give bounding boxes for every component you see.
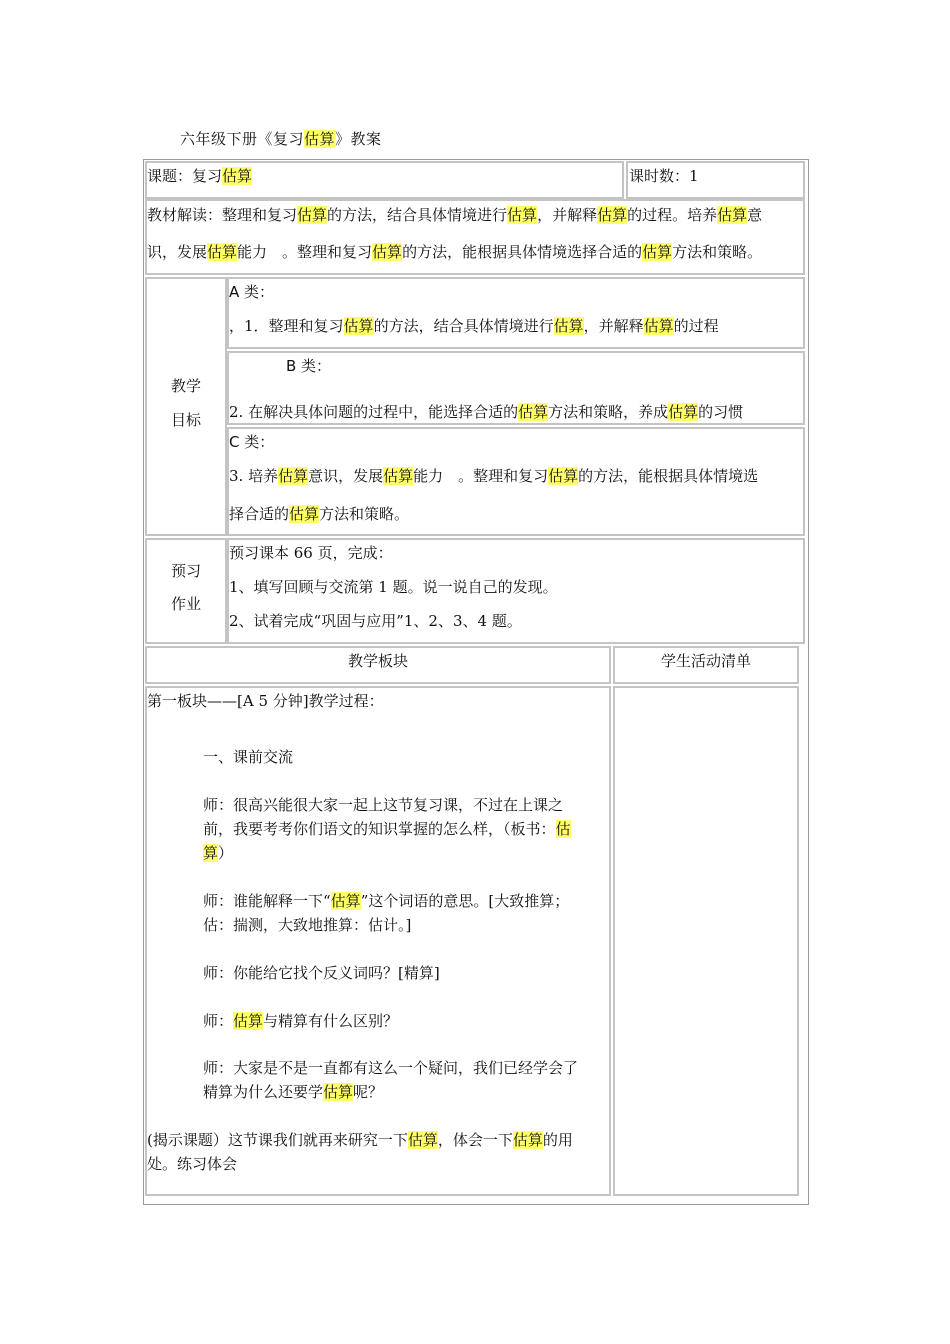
material-line-1: 教材解读：整理和复习估算的方法，结合具体情境进行估算，并解释估算的过程。培养估算意 <box>147 206 763 224</box>
goal-c-text-1: 3. 培养估算意识，发展估算能力 。整理和复习估算的方法，能根据具体情境选 <box>229 467 759 485</box>
para-3: 师：你能给它找个反义词吗？[精算] <box>203 964 440 982</box>
para-6-line-2: 处。练习体会 <box>147 1155 238 1173</box>
goal-b-text: 2. 在解决具体问题的过程中，能选择合适的估算方法和策略，养成估算的习惯 <box>229 403 744 421</box>
preview-label-cell <box>145 538 227 644</box>
para-2-line-2: 估：揣测，大致地推算：估计。] <box>203 916 412 934</box>
goals-label-1: 教学 <box>170 377 201 395</box>
teaching-block-header-text: 教学板块 <box>347 652 408 670</box>
preview-line-2: 1、填写回顾与交流第 1 题。说一说自己的发现。 <box>229 578 558 596</box>
para-2-line-1: 师：谁能解释一下“估算”这个词语的意思。[大致推算； <box>203 892 570 910</box>
block-heading: 第一板块——[A 5 分钟]教学过程： <box>147 692 384 710</box>
preview-label-1: 预习 <box>170 562 201 580</box>
goal-c-text-2: 择合适的估算方法和策略。 <box>229 505 410 523</box>
goals-label-cell <box>145 277 227 536</box>
goals-label-2: 目标 <box>170 411 201 429</box>
para-5-line-2: 精算为什么还要学估算呢？ <box>203 1083 384 1101</box>
goal-a-cell <box>227 277 805 349</box>
periods-text: 课时数：1 <box>629 167 699 185</box>
activity-content-cell <box>613 686 799 1196</box>
activity-list-header-text: 学生活动清单 <box>660 652 751 670</box>
topic-text: 课题：复习估算 <box>147 167 253 185</box>
para-4: 师：估算与精算有什么区别？ <box>203 1012 399 1030</box>
goal-a-title: A 类： <box>229 283 275 301</box>
document-title: 六年级下册《复习估算》教案 <box>180 130 382 148</box>
preview-label-2: 作业 <box>170 595 201 613</box>
material-line-2: 识，发展估算能力 。整理和复习估算的方法，能根据具体情境选择合适的估算方法和策略。 <box>147 243 763 261</box>
para-1-line-2: 前，我要考考你们语文的知识掌握的怎么样，（板书：估 <box>203 820 571 838</box>
para-6-line-1: (揭示课题）这节课我们就再来研究一下估算，体会一下估算的用 <box>147 1131 573 1149</box>
goal-b-title: B 类： <box>286 357 332 375</box>
preview-line-3: 2、试着完成“巩固与应用”1、2、3、4 题。 <box>229 612 522 630</box>
para-1-line-3: 算） <box>203 844 234 862</box>
para-1-line-1: 师：很高兴能很大家一起上这节复习课，不过在上课之 <box>203 796 564 814</box>
section-title: 一、课前交流 <box>203 748 294 766</box>
para-5-line-1: 师：大家是不是一直都有这么一个疑问，我们已经学会了 <box>203 1059 579 1077</box>
goal-c-title: C 类： <box>229 433 275 451</box>
preview-line-1: 预习课本 66 页，完成： <box>229 544 393 562</box>
goal-a-text: ，1．整理和复习估算的方法，结合具体情境进行估算，并解释估算的过程 <box>229 317 719 335</box>
